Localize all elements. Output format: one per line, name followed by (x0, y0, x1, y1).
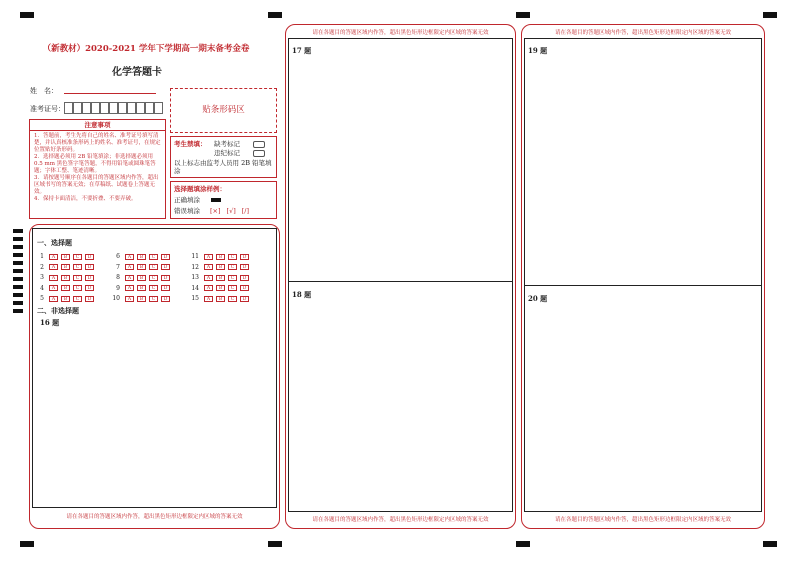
choice-bubble[interactable]: C (73, 275, 82, 281)
note-item: 2．选择题必须用 2B 铅笔填涂；非选择题必须用 0.5 mm 黑色签字笔答题，不得用铅笔或圆珠笔答题；字体工整、笔迹清晰。 (34, 154, 156, 174)
absent-label: 缺考标记 (214, 140, 240, 148)
choice-bubble[interactable]: D (240, 254, 249, 260)
question-number: 14 (191, 284, 199, 292)
question-20-label: 20 题 (528, 294, 548, 303)
choice-bubble[interactable]: D (161, 264, 170, 270)
timing-marks (13, 229, 23, 319)
choice-bubble[interactable]: A (204, 296, 213, 302)
choice-bubble[interactable]: C (149, 254, 158, 260)
alignment-mark-top-mid2 (516, 12, 530, 18)
question-number: 2 (40, 263, 44, 271)
question-number: 15 (191, 295, 199, 302)
choice-row (36, 285, 94, 292)
choice-row (112, 285, 170, 292)
choice-bubble[interactable]: B (61, 264, 70, 270)
notes-list (34, 133, 162, 203)
choice-bubble[interactable]: D (161, 275, 170, 281)
boundary-note-middle-top: 请在各题目的答题区域内作答，超出黑色矩形边框限定内区域的答案无效 (312, 30, 489, 36)
choice-bubble[interactable]: D (161, 285, 170, 291)
answer-area-19[interactable] (524, 38, 762, 286)
barcode-label: 贴条形码区 (202, 105, 245, 115)
choice-bubble[interactable]: D (161, 254, 170, 260)
choice-bubble[interactable]: D (240, 275, 249, 281)
choice-bubble[interactable]: B (137, 296, 146, 302)
choice-bubble[interactable]: B (137, 254, 146, 260)
choice-bubble[interactable]: C (73, 285, 82, 291)
choice-bubble[interactable]: A (204, 275, 213, 281)
fill-sample-title: 选择题填涂样例： (174, 185, 226, 193)
exam-status-note: 以上标志由监考人员用 2B 铅笔填涂 (174, 159, 272, 175)
choice-bubble[interactable]: D (85, 264, 94, 270)
question-number: 11 (191, 253, 199, 260)
choice-bubble[interactable]: B (216, 254, 225, 260)
exam-title: （新教材）2020-2021 学年下学期高一期末备考金卷 (42, 44, 250, 54)
boundary-note-right-bottom: 请在各题目的答题区域内作答，超出黑色矩形边框限定内区域的答案无效 (554, 517, 731, 523)
exam-id-label: 准考证号： (30, 105, 65, 113)
note-item: 3．请按题号顺序在各题目的答题区域内作答，超出区域书写的答案无效；在草稿纸、试题卷上答题无效。 (34, 175, 159, 195)
choice-bubble[interactable]: A (49, 296, 58, 302)
choice-bubble[interactable]: B (61, 254, 70, 260)
choice-row (112, 274, 170, 281)
choice-bubble[interactable]: A (49, 275, 58, 281)
choice-row (36, 264, 94, 271)
choice-bubble[interactable]: D (85, 296, 94, 302)
answer-area-17[interactable] (288, 38, 513, 282)
choice-row (112, 295, 170, 302)
choice-bubble[interactable]: A (204, 254, 213, 260)
choice-bubble[interactable]: A (204, 264, 213, 270)
question-number: 10 (112, 295, 120, 302)
alignment-mark-bottom-left (20, 541, 34, 547)
question-number: 3 (40, 274, 44, 281)
choice-row (112, 253, 170, 260)
notes-title: 注意事项 (84, 121, 111, 129)
card-subtitle: 化学答题卡 (112, 67, 162, 78)
choice-row (191, 253, 249, 260)
choice-bubble[interactable]: A (125, 275, 134, 281)
question-number: 13 (191, 274, 199, 281)
wrong-fill-marks: [×] [√] [/] (210, 207, 250, 215)
notes-divider (29, 130, 166, 131)
choice-bubble[interactable]: C (228, 264, 237, 270)
absent-checkbox[interactable] (253, 141, 265, 148)
question-number: 6 (116, 253, 120, 260)
choice-bubble[interactable]: C (228, 254, 237, 260)
answer-area-20[interactable] (524, 286, 762, 512)
violation-checkbox[interactable] (253, 150, 265, 157)
choice-bubble[interactable]: D (85, 275, 94, 281)
choice-bubble[interactable]: D (240, 296, 249, 302)
choice-row (191, 285, 249, 292)
choice-bubble[interactable]: C (228, 296, 237, 302)
choice-bubble[interactable]: A (125, 296, 134, 302)
name-field[interactable] (64, 93, 156, 94)
alignment-mark-top-right (763, 12, 777, 18)
choice-bubble[interactable]: D (161, 296, 170, 302)
violation-label: 违纪标记 (214, 149, 240, 157)
choice-bubble[interactable]: B (216, 275, 225, 281)
exam-status-label: 考生禁填： (174, 140, 207, 148)
choice-bubble[interactable]: C (73, 254, 82, 260)
correct-fill-label: 正确填涂 (174, 196, 200, 204)
note-item: 1．答题前，考生先将自己的姓名、准考证号填写清楚，并认真核准条形码上的姓名、准考证号，在规定位置贴好条形码。 (34, 133, 161, 153)
question-number: 5 (40, 295, 44, 302)
alignment-mark-top-mid1 (268, 12, 282, 18)
question-number: 7 (116, 263, 120, 271)
choice-bubble[interactable]: C (73, 264, 82, 270)
choice-bubble[interactable]: A (49, 264, 58, 270)
choice-bubble[interactable]: C (149, 275, 158, 281)
choice-row (191, 274, 249, 281)
choice-bubble[interactable]: D (85, 254, 94, 260)
answer-area-18[interactable] (288, 282, 513, 512)
name-label: 姓 名： (30, 87, 58, 95)
choice-bubble[interactable]: C (149, 264, 158, 270)
choice-bubble[interactable]: D (240, 264, 249, 270)
choice-row (191, 295, 249, 302)
boundary-note-left: 请在各题目的答题区域内作答，超出黑色矩形边框限定内区域的答案无效 (66, 514, 243, 520)
boundary-note-right-top: 请在各题目的答题区域内作答，超出黑色矩形边框限定内区域的答案无效 (554, 30, 731, 36)
choice-bubble[interactable]: A (125, 285, 134, 291)
choice-bubble[interactable]: B (216, 296, 225, 302)
exam-id-field[interactable] (64, 102, 163, 114)
choice-bubble[interactable]: D (240, 285, 249, 291)
choice-bubble[interactable]: A (125, 264, 134, 270)
choice-bubble[interactable]: B (61, 296, 70, 302)
choice-bubble[interactable]: A (125, 254, 134, 260)
choice-row (112, 264, 170, 271)
correct-fill-example (211, 198, 221, 202)
question-16-label: 16 题 (40, 318, 60, 327)
choice-row (36, 274, 94, 281)
alignment-mark-bottom-mid1 (268, 541, 282, 547)
wrong-fill-label: 错误填涂 (174, 207, 200, 215)
choice-row (36, 253, 94, 260)
choice-bubble[interactable]: C (73, 296, 82, 302)
section2-title: 二、非选择题 (37, 306, 79, 315)
choice-row (191, 264, 249, 271)
question-17-label: 17 题 (292, 46, 312, 55)
choice-bubble[interactable]: B (216, 264, 225, 270)
choice-bubble[interactable]: A (204, 285, 213, 291)
choice-bubble[interactable]: A (49, 254, 58, 260)
question-number: 12 (191, 263, 199, 271)
choice-bubble[interactable]: C (149, 285, 158, 291)
choice-bubble[interactable]: B (61, 285, 70, 291)
alignment-mark-bottom-right (763, 541, 777, 547)
choice-bubble[interactable]: B (216, 285, 225, 291)
choice-bubble[interactable]: C (228, 275, 237, 281)
alignment-mark-top-left (20, 12, 34, 18)
boundary-note-middle-bottom: 请在各题目的答题区域内作答，超出黑色矩形边框限定内区域的答案无效 (312, 517, 489, 523)
question-number: 1 (40, 253, 44, 260)
choice-bubble[interactable]: C (149, 296, 158, 302)
choice-bubble[interactable]: C (228, 285, 237, 291)
choice-bubble[interactable]: B (137, 275, 146, 281)
alignment-mark-bottom-mid2 (516, 541, 530, 547)
choice-bubble[interactable]: D (85, 285, 94, 291)
section1-title: 一、选择题 (37, 238, 72, 247)
choice-bubble[interactable]: A (49, 285, 58, 291)
question-number: 9 (116, 284, 120, 292)
choice-bubble[interactable]: B (137, 285, 146, 291)
choice-row (36, 295, 94, 302)
choice-bubble[interactable]: B (137, 264, 146, 270)
choice-bubble[interactable]: B (61, 275, 70, 281)
note-item: 4．保持卡面清洁，不要折叠、不要弄破。 (34, 196, 137, 202)
question-18-label: 18 题 (292, 290, 312, 299)
question-number: 8 (116, 274, 120, 281)
question-number: 4 (40, 284, 44, 292)
question-19-label: 19 题 (528, 46, 548, 55)
